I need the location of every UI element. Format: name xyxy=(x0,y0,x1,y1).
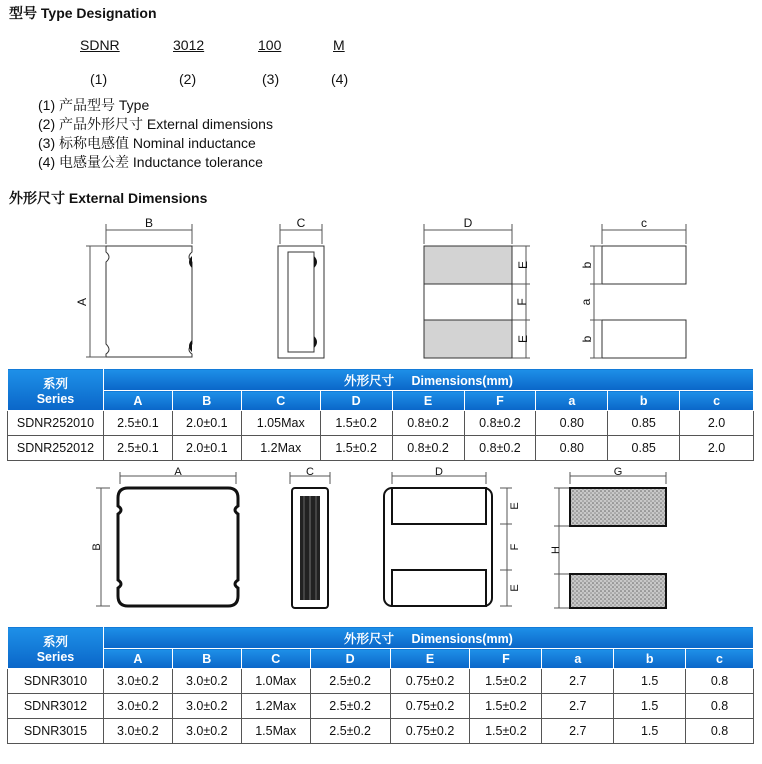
diagram2-label-E2: E xyxy=(509,584,521,592)
table-cell: 0.75±0.2 xyxy=(390,719,470,744)
table-cell: 2.0 xyxy=(680,436,754,461)
table-cell: 1.5±0.2 xyxy=(470,694,542,719)
diagram2-label-F: F xyxy=(509,543,521,551)
col-header: b xyxy=(608,391,680,411)
table-cell: 1.5 xyxy=(614,694,686,719)
col-header: b xyxy=(614,649,686,669)
table-cell: 3.0±0.2 xyxy=(172,669,241,694)
table-cell: 2.5±0.1 xyxy=(103,411,172,436)
diagram1-label-b1: b xyxy=(580,261,594,269)
diagram2-label-B: B xyxy=(91,543,103,551)
table-cell: 1.5±0.2 xyxy=(470,669,542,694)
table-cell: 0.8 xyxy=(686,669,754,694)
table-cell: 1.5 xyxy=(614,719,686,744)
table-cell: 3.0±0.2 xyxy=(172,694,241,719)
table-row xyxy=(8,436,754,461)
series-header: 系列 Series xyxy=(8,627,104,669)
table-cell: 2.7 xyxy=(542,719,614,744)
diagram1-label-c: c xyxy=(641,216,647,230)
table-cell: 0.8 xyxy=(686,694,754,719)
table-cell: 2.0±0.1 xyxy=(172,411,241,436)
table-cell: 1.2Max xyxy=(241,436,320,461)
dimensions-table-1 xyxy=(7,368,754,461)
col-header: E xyxy=(392,391,464,411)
table-cell: 0.85 xyxy=(608,411,680,436)
diagram2-label-G: G xyxy=(613,466,623,478)
table-cell: 0.80 xyxy=(536,436,608,461)
external-dimensions-heading: 外形尺寸 External Dimensions xyxy=(9,190,208,206)
diagram2-label-D: D xyxy=(435,466,443,478)
table-row xyxy=(8,694,754,719)
table-cell: 1.5±0.2 xyxy=(320,411,392,436)
diagram2-label-C: C xyxy=(306,466,314,478)
table-cell: 2.0 xyxy=(680,411,754,436)
diagram2-label-H: H xyxy=(550,546,562,554)
table-cell: 3.0±0.2 xyxy=(172,719,241,744)
table-cell: 2.7 xyxy=(542,669,614,694)
diagram1-label-F: F xyxy=(515,298,529,306)
table-cell: 0.8±0.2 xyxy=(464,436,536,461)
table-cell: 1.2Max xyxy=(241,694,310,719)
diagram1-label-D: D xyxy=(463,216,473,230)
table-cell: 1.5Max xyxy=(241,719,310,744)
diagram1-label-E2: E xyxy=(516,334,530,344)
table-cell: 0.85 xyxy=(608,436,680,461)
code-dimensions: 3012 xyxy=(173,37,205,53)
table-cell: 3.0±0.2 xyxy=(103,694,172,719)
dimensions-header: 外形尺寸 Dimensions(mm) xyxy=(103,627,753,649)
table-cell: 2.5±0.2 xyxy=(310,694,390,719)
table-cell: 3.0±0.2 xyxy=(103,669,172,694)
table-cell: 2.7 xyxy=(542,694,614,719)
table-cell: 1.05Max xyxy=(241,411,320,436)
table-cell: SDNR252010 xyxy=(8,411,104,436)
col-header: F xyxy=(464,391,536,411)
table-cell: 1.5±0.2 xyxy=(320,436,392,461)
table-cell: 2.5±0.2 xyxy=(310,669,390,694)
table-cell: 1.0Max xyxy=(241,669,310,694)
col-header: D xyxy=(320,391,392,411)
table-cell: SDNR3015 xyxy=(8,719,104,744)
index-1: (1) xyxy=(90,71,108,87)
diagram2-label-E1: E xyxy=(509,502,521,510)
table-cell: 0.75±0.2 xyxy=(390,669,470,694)
table-cell: SDNR3010 xyxy=(8,669,104,694)
table-row xyxy=(8,669,754,694)
col-header: B xyxy=(172,649,241,669)
table-cell: 3.0±0.2 xyxy=(103,719,172,744)
table-cell: 2.5±0.1 xyxy=(103,436,172,461)
diagram1-label-B: B xyxy=(144,216,154,230)
col-header: E xyxy=(390,649,470,669)
dimensions-table-2 xyxy=(7,626,754,744)
table-cell: 0.8±0.2 xyxy=(392,411,464,436)
dimension-diagram-2 xyxy=(0,466,762,616)
col-header: A xyxy=(103,649,172,669)
diagram1-label-a: a xyxy=(579,298,593,306)
series-header: 系列 Series xyxy=(8,369,104,411)
legend-2: (2) 产品外形尺寸 External dimensions xyxy=(38,116,273,132)
col-header: C xyxy=(241,391,320,411)
col-header: c xyxy=(686,649,754,669)
legend-1: (1) 产品型号 Type xyxy=(38,97,150,113)
code-inductance: 100 xyxy=(258,37,282,53)
index-3: (3) xyxy=(262,71,280,87)
table-cell: 0.8±0.2 xyxy=(464,411,536,436)
col-header: A xyxy=(103,391,172,411)
table-row xyxy=(8,411,754,436)
table-cell: 0.80 xyxy=(536,411,608,436)
index-2: (2) xyxy=(179,71,197,87)
col-header: c xyxy=(680,391,754,411)
table-row xyxy=(8,719,754,744)
table-cell: SDNR3012 xyxy=(8,694,104,719)
table-cell: 0.8 xyxy=(686,719,754,744)
diagram1-label-E1: E xyxy=(516,260,530,270)
diagram2-label-A: A xyxy=(174,466,182,478)
code-series: SDNR xyxy=(80,37,120,53)
col-header: a xyxy=(542,649,614,669)
diagram1-label-A: A xyxy=(75,297,89,307)
table-cell: 2.0±0.1 xyxy=(172,436,241,461)
col-header: F xyxy=(470,649,542,669)
type-designation-heading: 型号 Type Designation xyxy=(9,5,157,21)
col-header: C xyxy=(241,649,310,669)
table-cell: 0.8±0.2 xyxy=(392,436,464,461)
table-cell: SDNR252012 xyxy=(8,436,104,461)
legend-4: (4) 电感量公差 Inductance tolerance xyxy=(38,154,263,170)
table-cell: 1.5 xyxy=(614,669,686,694)
diagram1-label-b2: b xyxy=(580,335,594,343)
diagram1-label-C: C xyxy=(296,216,306,230)
legend-3: (3) 标称电感值 Nominal inductance xyxy=(38,135,256,151)
col-header: B xyxy=(172,391,241,411)
dimensions-header: 外形尺寸 Dimensions(mm) xyxy=(103,369,753,391)
index-4: (4) xyxy=(331,71,349,87)
col-header: a xyxy=(536,391,608,411)
table-cell: 2.5±0.2 xyxy=(310,719,390,744)
code-tolerance: M xyxy=(333,37,345,53)
table-cell: 1.5±0.2 xyxy=(470,719,542,744)
col-header: D xyxy=(310,649,390,669)
dimension-diagram-1 xyxy=(0,212,762,362)
table-cell: 0.75±0.2 xyxy=(390,694,470,719)
